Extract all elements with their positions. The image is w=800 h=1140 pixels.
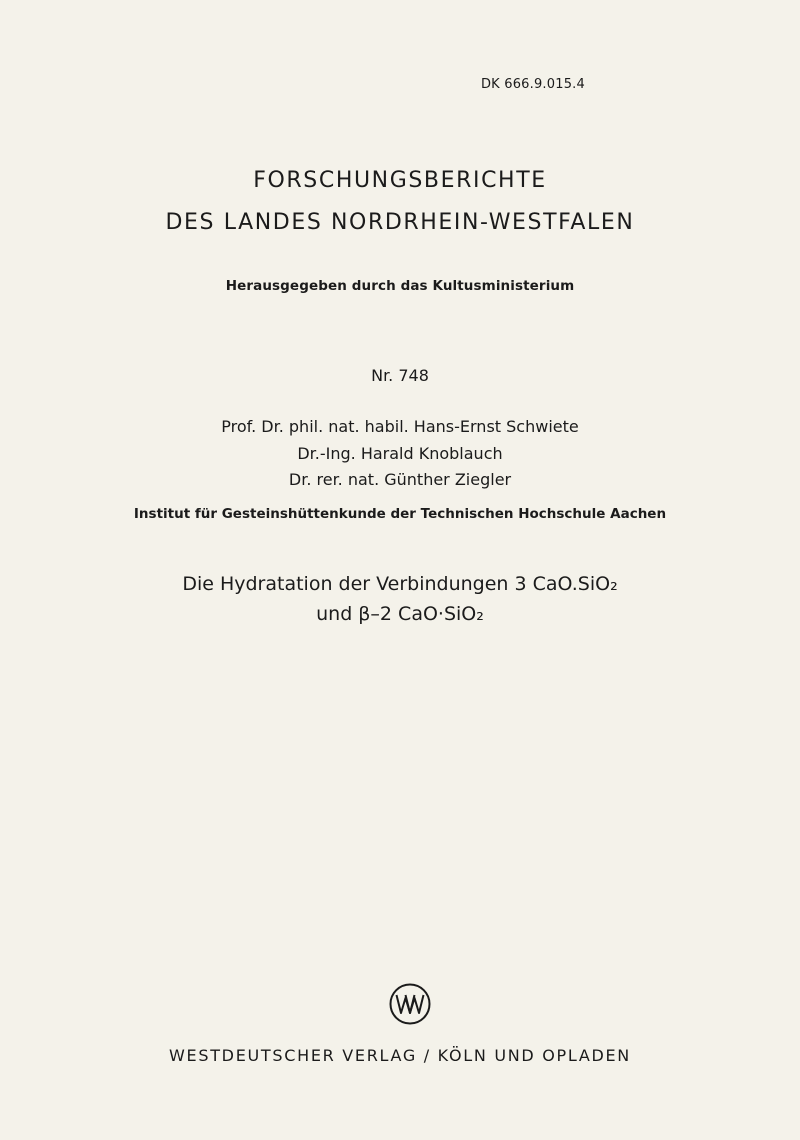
publisher-imprint: WESTDEUTSCHER VERLAG / KÖLN UND OPLADEN [169,1046,631,1065]
dk-catalog-number: DK 666.9.015.4 [480,77,585,92]
author-2: Dr.-Ing. Harald Knoblauch [297,444,503,463]
author-3: Dr. rer. nat. Günther Ziegler [288,470,512,489]
book-title-line-2: und β–2 CaO·SiO₂ [316,603,484,625]
series-title-line-2: DES LANDES NORDRHEIN-WESTFALEN [165,210,635,235]
institute: Institut für Gesteinshüttenkunde der Technischen Hochschule Aachen [133,506,667,522]
westdeutscher-verlag-logo-icon [388,982,432,1026]
book-title-line-1: Die Hydratation der Verbindungen 3 CaO.SiO₂ [182,573,618,595]
series-title-line-1: FORSCHUNGSBERICHTE [253,168,547,193]
publisher-note: Herausgegeben durch das Kultusministerium [225,278,575,294]
author-1: Prof. Dr. phil. nat. habil. Hans-Ernst Schwiete [221,417,579,436]
issue-number: Nr. 748 [371,366,429,385]
